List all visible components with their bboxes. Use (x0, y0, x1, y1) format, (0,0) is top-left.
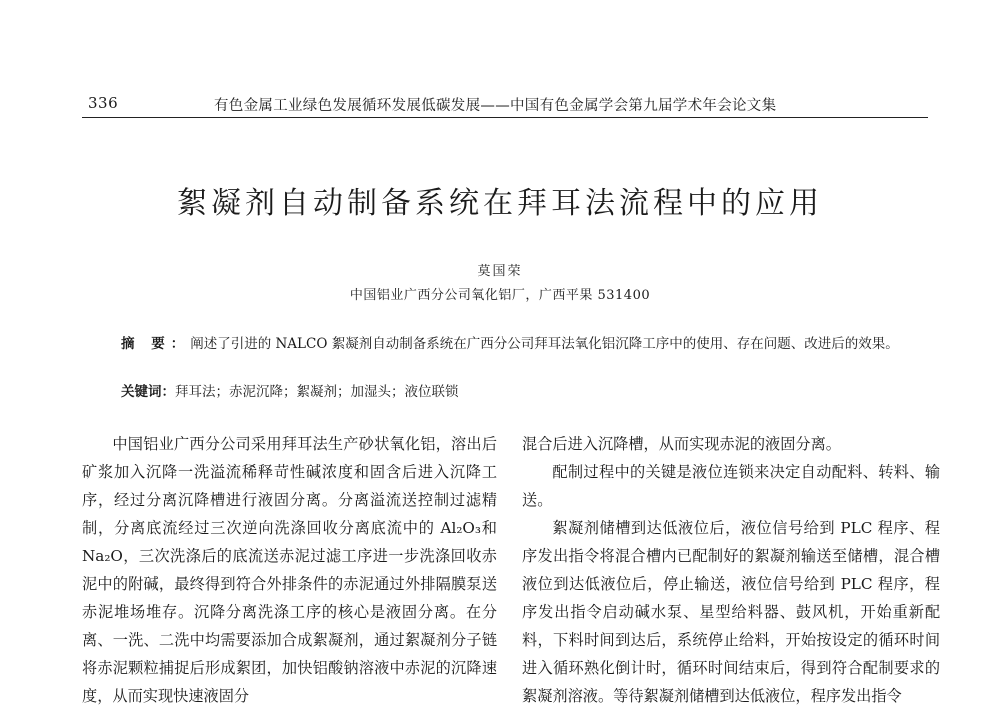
page-number: 336 (88, 94, 119, 112)
paper-title: 絮凝剂自动制备系统在拜耳法流程中的应用 (177, 186, 823, 221)
keywords (121, 380, 901, 404)
author: 莫国荣 (477, 264, 523, 279)
body-column-left (82, 430, 497, 710)
header-rule (82, 117, 928, 118)
affiliation: 中国铝业广西分公司氧化铝厂，广西平果 531400 (349, 288, 651, 303)
running-header: 有色金属工业绿色发展循环发展低碳发展——中国有色金属学会第九届学术年会论文集 (214, 98, 777, 114)
body-paragraph: 混合后进入沉降槽，从而实现赤泥的液固分离。 (522, 435, 841, 453)
abstract (121, 332, 901, 356)
keywords-text: 拜耳法；赤泥沉降；絮凝剂；加湿头；液位联锁 (175, 384, 459, 400)
body-paragraph: 配制过程中的关键是液位连锁来决定自动配料、转料、输送。 (522, 463, 940, 509)
body-paragraph: 中国铝业广西分公司采用拜耳法生产砂状氧化铝，溶出后矿浆加入沉降一洗溢流稀释苛性碱浓度和固含后进入沉降工序，经过分离沉降槽进行液固分离。分离溢流送控制过滤精制，分离底流经过三次逆向洗涤回收分离底流中的 Al₂O₃和 Na₂O，三次洗涤后的底流送赤泥过滤工序进一步洗涤回收赤泥中的附碱，最终得到符合外排条件的赤泥通过外排隔膜泵送赤泥堆场堆存。沉降分离洗涤工序的核心是液固分离。在分离、一洗、二洗中均需要添加合成絮凝剂，通过絮凝剂分子链将赤泥颗粒捕捉后形成絮团，加快铝酸钠溶液中赤泥的沉降速度，从而实现快速液固分 (82, 435, 497, 705)
body-column-right (522, 430, 940, 710)
body-paragraph: 絮凝剂储槽到达低液位后，液位信号给到 PLC 程序、程序发出指令将混合槽内已配制好的絮凝剂输送至储槽，混合槽液位到达低液位后，停止输送，液位信号给到 PLC 程序，程序发出指令启动碱水泵、星型给料器、鼓风机，开始重新配料，下料时间到达后，系统停止给料，开始按设定的循环时间进入循环熟化倒计时，循环时间结束后，得到符合配制要求的絮凝剂溶液。等待絮凝剂储槽到达低液位，程序发出指令 (522, 519, 940, 705)
abstract-text: 阐述了引进的 NALCO 絮凝剂自动制备系统在广西分公司拜耳法氧化铝沉降工序中的使用、存在问题、改进后的效果。 (190, 336, 899, 352)
keywords-label: 关键词： (121, 384, 175, 400)
abstract-label: 摘 要： (121, 336, 191, 352)
